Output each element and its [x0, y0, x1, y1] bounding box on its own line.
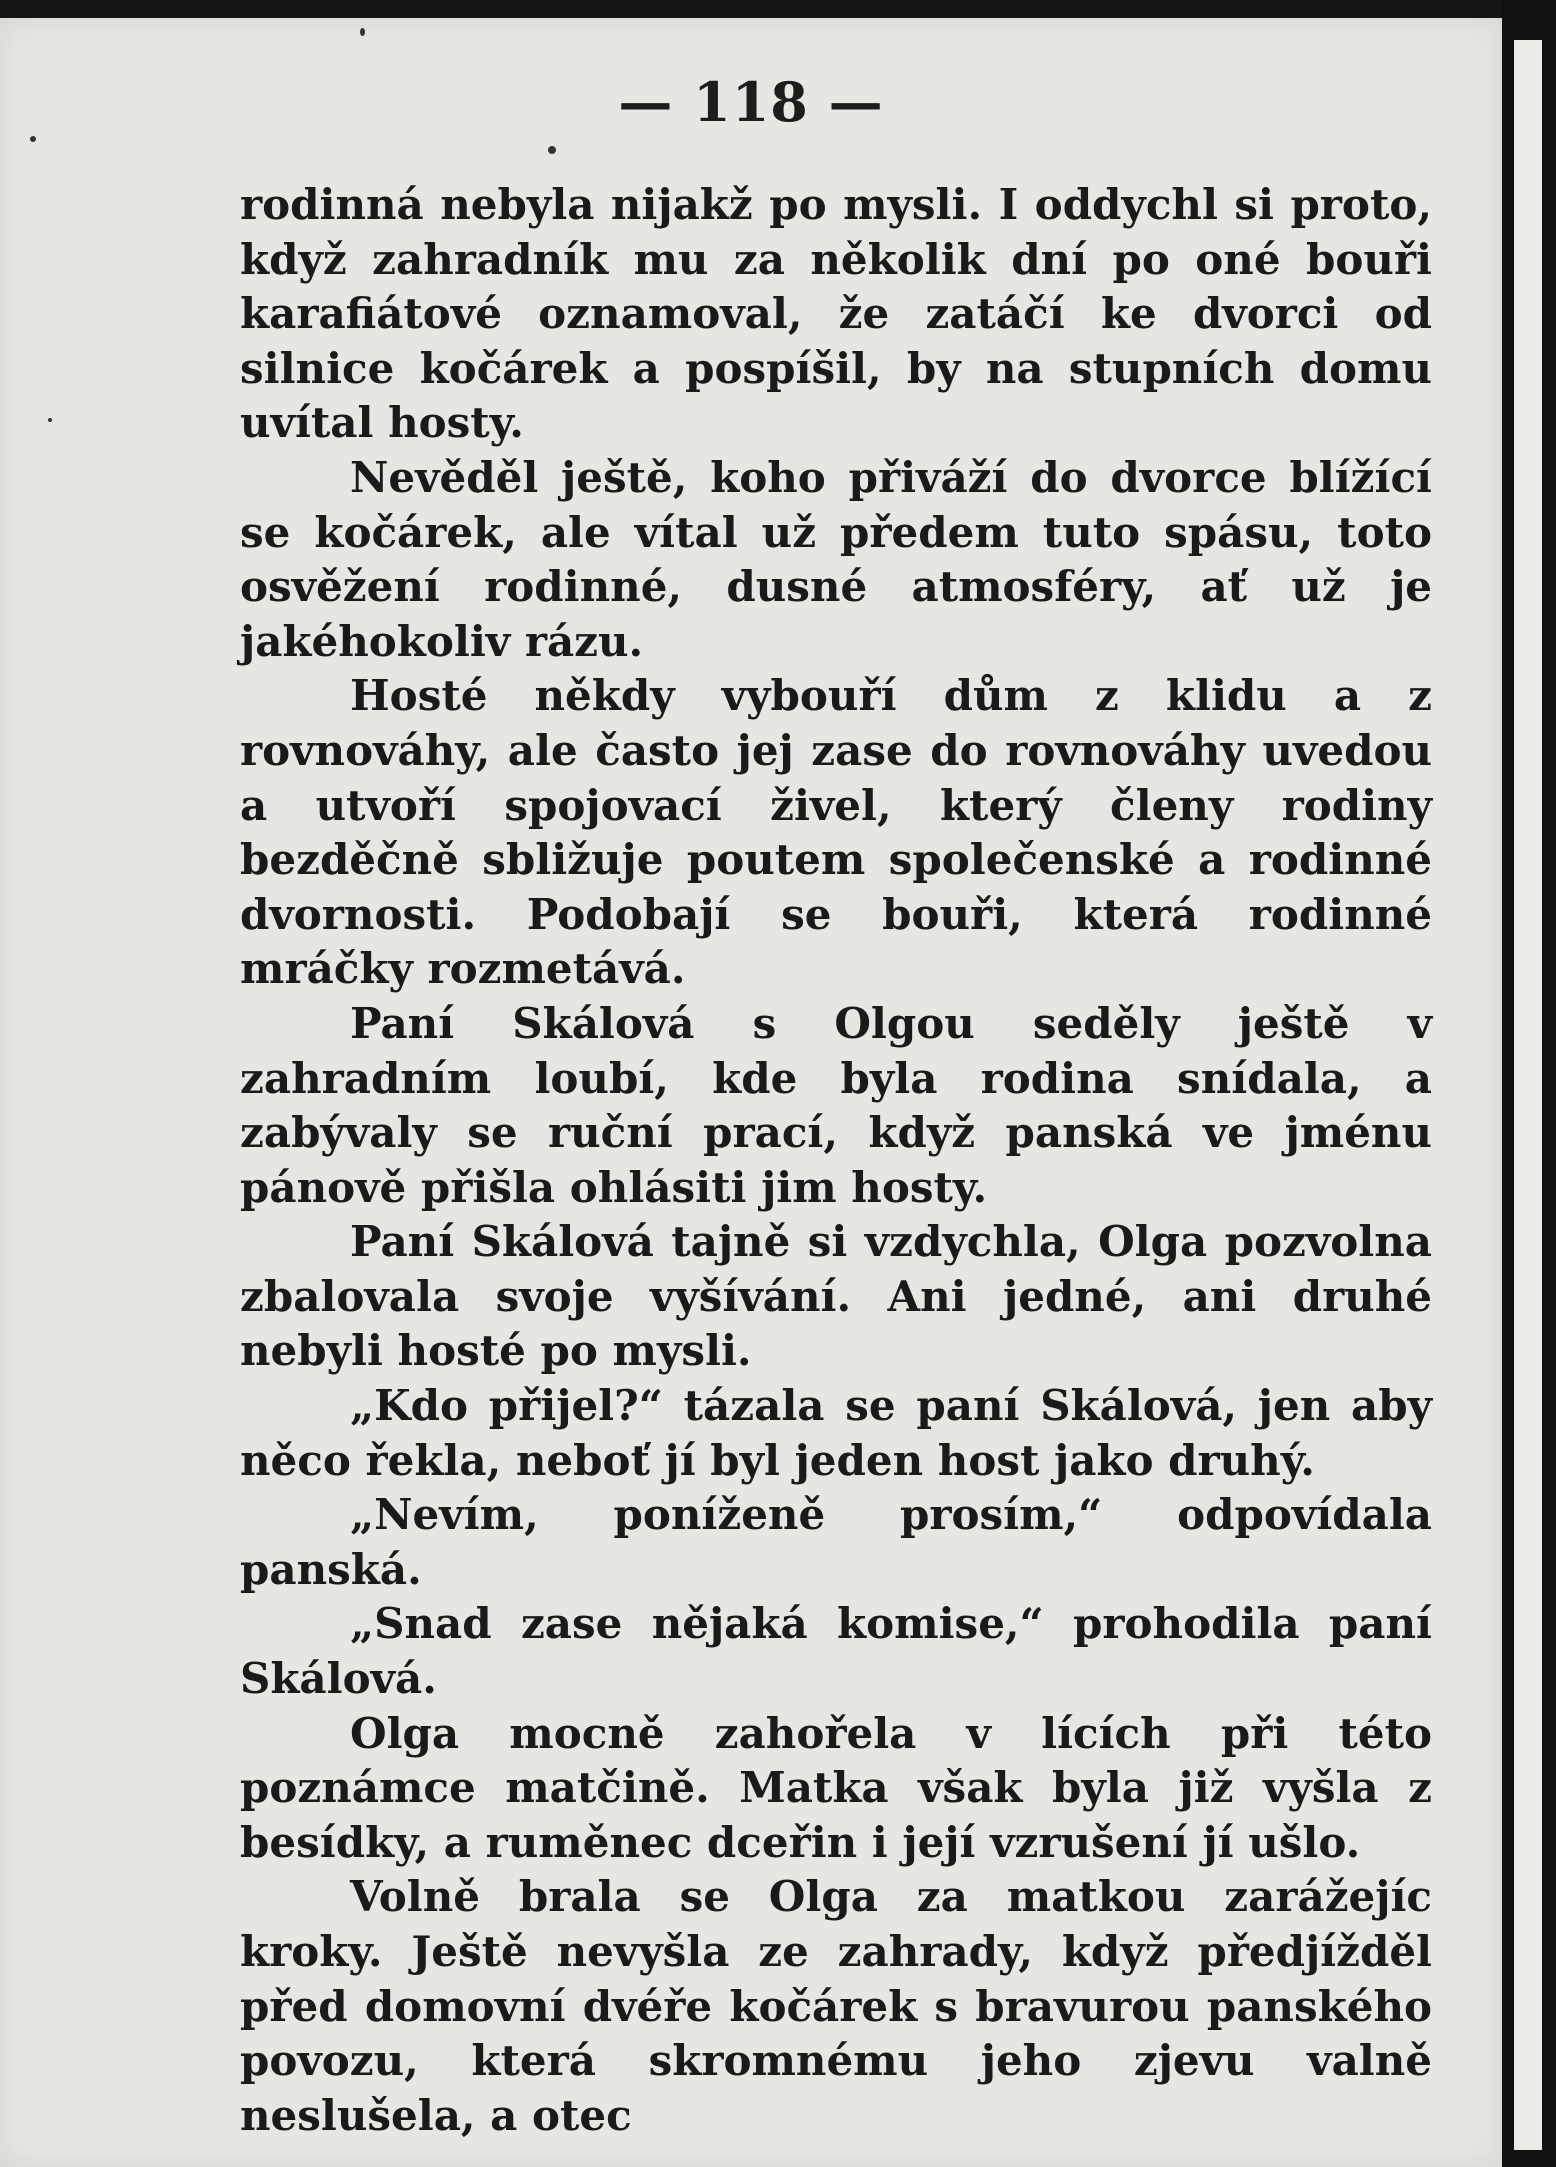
book-page: [0, 18, 1502, 2167]
body-text: [240, 178, 1432, 2143]
paragraph: Nevěděl ještě, koho přiváží do dvorce blížící se kočárek, ale vítal už předem tuto spásu, toto osvěžení rodinné, dusné atmosféry, ať už je jakéhokoliv rázu.: [240, 452, 1432, 666]
scan-speck: [360, 28, 365, 36]
paragraph: rodinná nebyla nijakž po mysli. I oddychl si proto, když zahradník mu za několik dní po oné bouři karafiátové oznamoval, že zatáčí ke dvorci od silnice kočárek a pospíšil, by na stupních domu uvítal hosty.: [240, 180, 1432, 448]
paragraph: Olga mocně zahořela v lících při této poznámce matčině. Matka však byla již vyšla z besídky, a ruměnec dceřin i její vzrušení jí ušlo.: [240, 1708, 1432, 1867]
scan-speck: [30, 136, 36, 142]
scan-right-border: [1502, 0, 1556, 2167]
scan-speck: [48, 418, 52, 422]
paragraph: Paní Skálová tajně si vzdychla, Olga pozvolna zbalovala svoje vyšívání. Ani jedné, ani druhé nebyli hosté po mysli.: [240, 1217, 1432, 1376]
paragraph: „Nevím, poníženě prosím,“ odpovídala panská.: [240, 1490, 1432, 1594]
page-number: — 118 —: [618, 70, 884, 134]
paragraph: „Kdo přijel?“ tázala se paní Skálová, jen aby něco řekla, neboť jí byl jeden host jako druhý.: [240, 1381, 1432, 1485]
paragraph: Hosté někdy vybouří dům z klidu a z rovnováhy, ale často jej zase do rovnováhy uvedou a utvoří spojovací živel, který členy rodiny bezděčně sbližuje poutem společenské a rodinné dvornosti. Podobají se bouři, která rodinné mráčky rozmetává.: [240, 671, 1432, 994]
paragraph: „Snad zase nějaká komise,“ prohodila paní Skálová.: [240, 1599, 1432, 1704]
scan-speck: [548, 146, 556, 154]
paragraph: Volně brala se Olga za matkou zarážejíc kroky. Ještě nevyšla ze zahrady, když předjížděl před domovní dvéře kočárek s bravurou panského povozu, která skromnému jeho zjevu valně neslušela, a otec: [240, 1872, 1432, 2140]
scan-top-border: [0, 0, 1502, 18]
paragraph: Paní Skálová s Olgou seděly ještě v zahradním loubí, kde byla rodina snídala, a zabývaly se ruční prací, když panská ve jménu pánově přišla ohlásiti jim hosty.: [240, 998, 1432, 1212]
